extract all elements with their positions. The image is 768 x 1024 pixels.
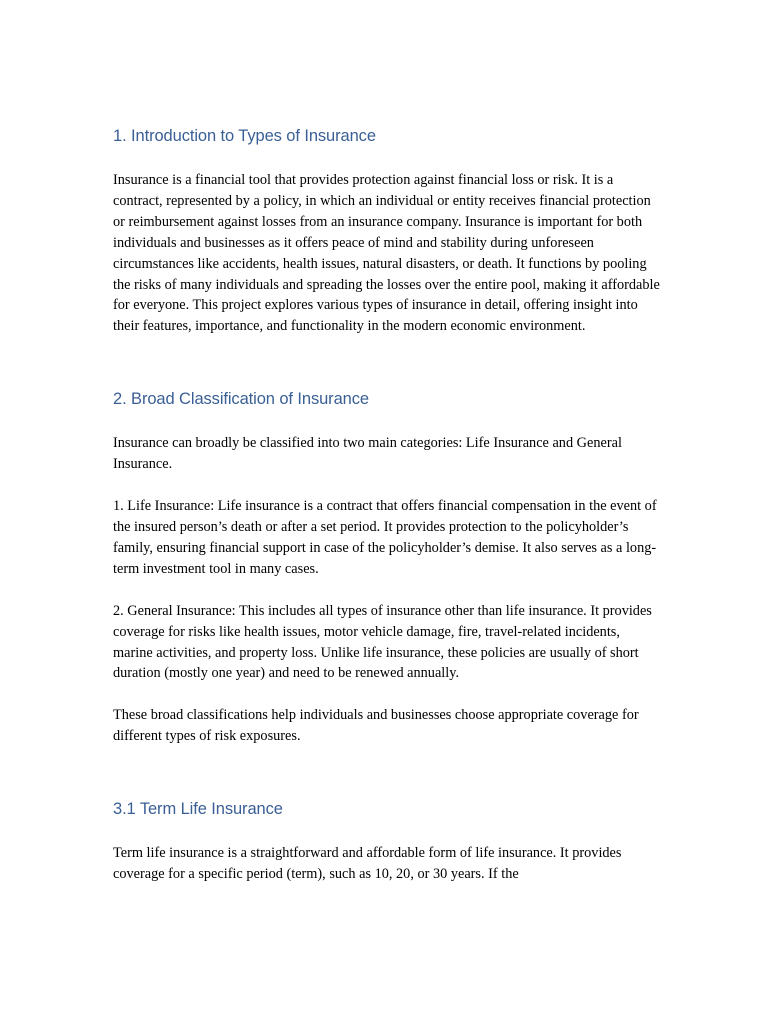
paragraph: Insurance can broadly be classified into two main categories: Life Insurance and General Insurance. bbox=[113, 435, 622, 473]
section-heading: 1. Introduction to Types of Insurance bbox=[113, 127, 376, 145]
paragraph: 2. General Insurance: This includes all types of insurance other than life insurance. It provides coverage for risks like health issues, motor vehicle damage, fire, travel-related incidents, marine activities, and property loss. Unlike life insurance, these policies are usually of short duration (mostly one year) and need to be renewed annually. bbox=[113, 602, 652, 682]
section-term-life-insurance bbox=[113, 797, 661, 885]
paragraph: Insurance is a financial tool that provides protection against financial loss or risk. It is a contract, represented by a policy, in which an individual or entity receives financial protection or reimbursement against losses from an insurance company. Insurance is important for both individuals and businesses as it offers peace of mind and stability during unforeseen circumstances like accidents, health issues, natural disasters, or death. It functions by pooling the risks of many individuals and spreading the losses over the entire pool, making it affordable for everyone. This project explores various types of insurance in detail, offering insight into their features, importance, and functionality in the modern economic environment. bbox=[113, 172, 660, 335]
section-broad-classification bbox=[113, 387, 661, 747]
document-page bbox=[113, 124, 661, 885]
section-heading: 3.1 Term Life Insurance bbox=[113, 800, 283, 819]
section-introduction bbox=[113, 124, 661, 337]
section-heading: 2. Broad Classification of Insurance bbox=[113, 390, 369, 409]
paragraph: 1. Life Insurance: Life insurance is a contract that offers financial compensation in the event of the insured person’s death or after a set period. It provides protection to the policyholder’s family, ensuring financial support in case of the policyholder’s demise. It also serves as a long-term investment tool in many cases. bbox=[113, 498, 657, 577]
paragraph: Term life insurance is a straightforward and affordable form of life insurance. It provides coverage for a specific period (term), such as 10, 20, or 30 years. If the bbox=[113, 845, 622, 883]
paragraph: These broad classifications help individuals and businesses choose appropriate coverage for different types of risk exposures. bbox=[113, 707, 639, 745]
